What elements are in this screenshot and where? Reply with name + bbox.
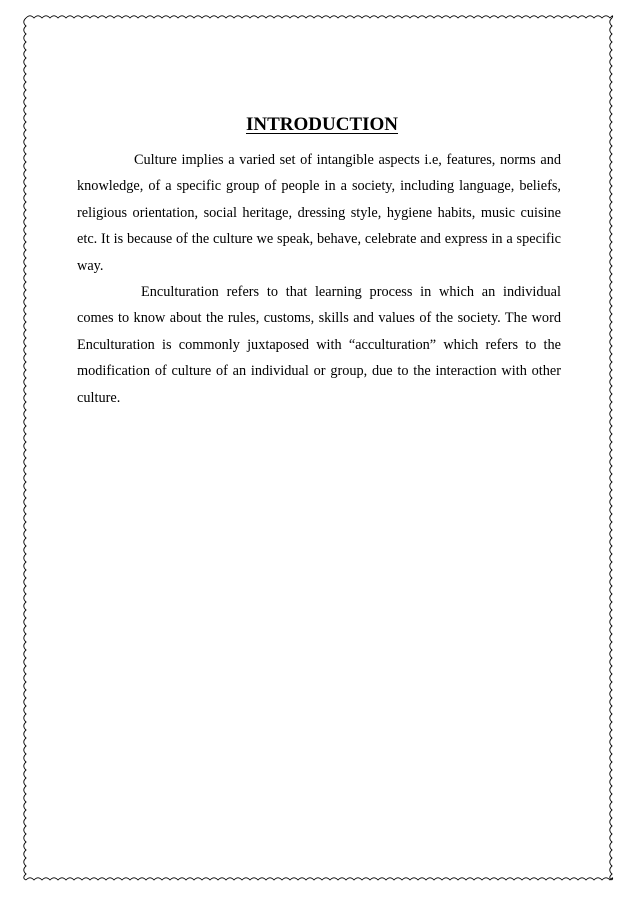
page-title: INTRODUCTION	[245, 114, 399, 135]
border-left	[24, 18, 26, 880]
border-right	[610, 18, 612, 880]
border-top	[26, 16, 613, 18]
border-bottom	[26, 878, 613, 880]
paragraph-culture: Culture implies a varied set of intangible aspects i.e, features, norms and knowledge, of a specific group of people in a society, including language, beliefs, religious orientation, social heritage, dressing style, hygiene habits, music cuisine etc. It is because of the culture we speak, behave, celebrate and express in a specific way.	[77, 152, 561, 274]
page-content	[77, 110, 561, 411]
paragraph-enculturation: Enculturation refers to that learning process in which an individual comes to know about the rules, customs, skills and values of the society. The word Enculturation is commonly juxtaposed with “acculturation” which refers to the modification of culture of an individual or group, due to the interaction with other culture.	[77, 284, 561, 406]
